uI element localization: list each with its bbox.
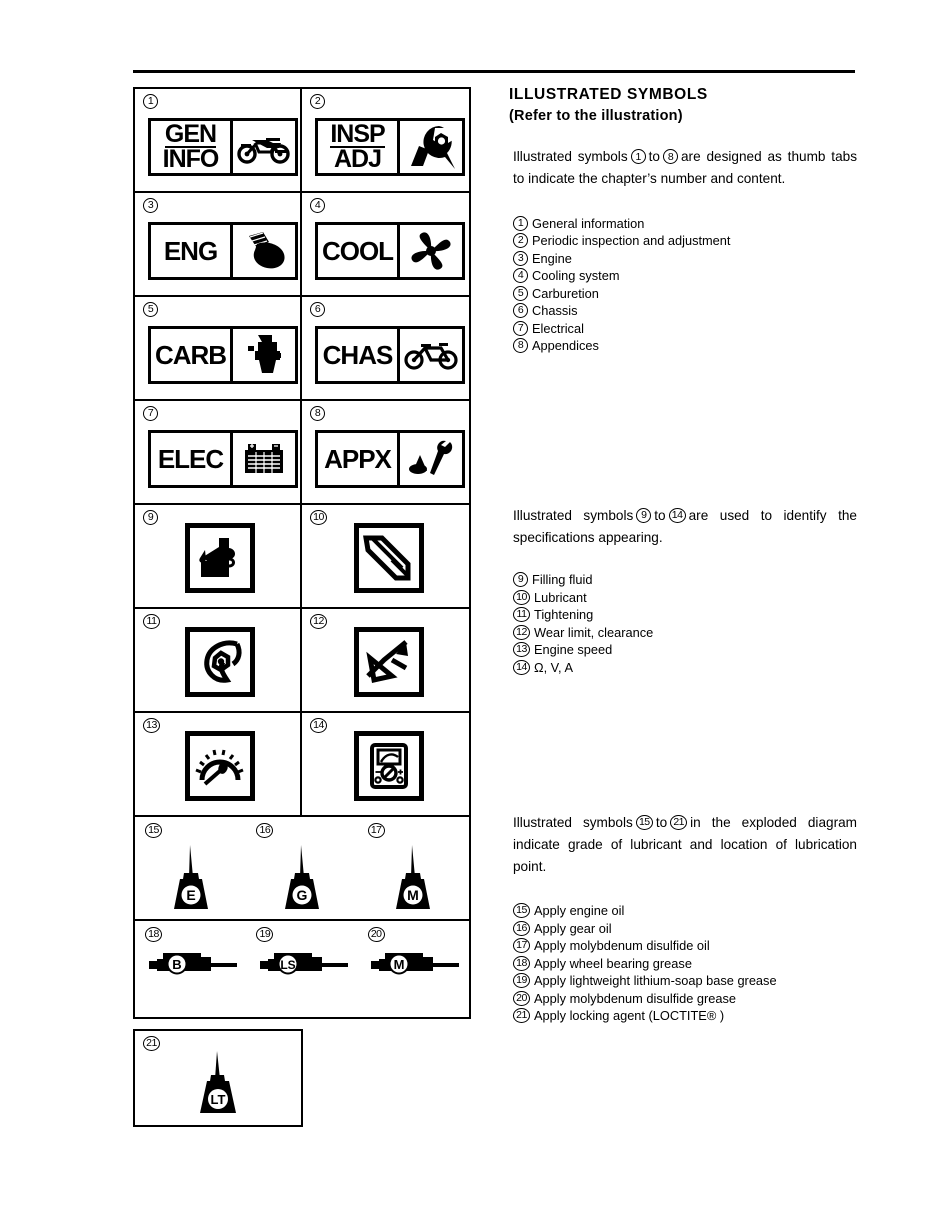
symbol-cell-9 (135, 505, 302, 607)
tab-label-line1: ENG (163, 235, 218, 266)
symbol-cell-3 (135, 193, 302, 295)
tab-label (151, 433, 233, 485)
list-number: 3 (513, 251, 528, 266)
cell-number: 8 (310, 406, 325, 421)
cell-number: 4 (310, 198, 325, 213)
list-number: 11 (513, 607, 530, 622)
thumb-tab-carb (148, 326, 298, 384)
thumb-tab-insp-adj (315, 118, 465, 176)
oil-bottle-icon (246, 843, 357, 913)
paragraph-3-text-b: in the exploded diagram indicate grade of lubricant and location of lubrication point. (513, 815, 857, 875)
list-item (513, 267, 857, 285)
bicycle-frame-icon (400, 329, 462, 381)
symbol-cell-4 (302, 193, 469, 295)
list-item (513, 902, 857, 920)
tab-label (318, 121, 400, 173)
list-number: 9 (513, 572, 528, 587)
tab-label (318, 329, 400, 381)
paragraph-1-text-b: are designed as thumb tabs to indicate the chapter’s number and content. (513, 149, 857, 187)
paragraph-2 (509, 505, 857, 549)
symbol-cell-12 (302, 609, 469, 711)
fan-icon (400, 225, 462, 277)
lubricant-section (509, 812, 857, 1025)
list-number: 7 (513, 321, 528, 336)
list-label: Appendices (532, 338, 599, 354)
symbol-cell-15 (135, 817, 246, 919)
grid-row (135, 401, 469, 505)
inline-number: 14 (669, 508, 686, 523)
cell-number: 12 (310, 614, 327, 629)
motorcycle-icon (233, 121, 295, 173)
list-number: 18 (513, 956, 530, 971)
list-item (513, 302, 857, 320)
list-item (513, 972, 857, 990)
lubricant-letter: E (185, 887, 196, 903)
symbol-cell-8 (302, 401, 469, 503)
list-label: Cooling system (532, 268, 620, 284)
tab-label (151, 225, 233, 277)
symbol-cell-10 (302, 505, 469, 607)
list-number: 17 (513, 938, 530, 953)
thumb-tab-elec (148, 430, 298, 488)
list-label: Carburetion (532, 285, 599, 301)
list-label: Lubricant (534, 589, 587, 605)
thumb-tab-gen-info (148, 118, 298, 176)
list-item (513, 337, 857, 355)
tab-label-line2: ADJ (333, 145, 381, 173)
tab-label (318, 225, 400, 277)
thumb-tab-cool (315, 222, 465, 280)
grease-gun-icon (246, 943, 357, 983)
list-label: Chassis (532, 303, 578, 319)
list-item (513, 937, 857, 955)
cell-number: 13 (143, 718, 160, 733)
list-label: Apply molybdenum disulfide oil (534, 938, 710, 954)
list-label: Wear limit, clearance (534, 624, 654, 640)
list-item (513, 215, 857, 233)
paragraph-3-text-mid: to (655, 815, 668, 830)
list-number: 16 (513, 921, 530, 936)
tab-label-line1: APPX (324, 443, 391, 474)
symbol-cell-17 (358, 817, 469, 919)
page-title: ILLUSTRATED SYMBOLS (509, 86, 708, 103)
lubricant-letter: G (296, 887, 308, 903)
inline-number: 8 (663, 149, 678, 164)
header-rule (133, 70, 855, 73)
spec-list (509, 571, 857, 676)
list-item (513, 232, 857, 250)
cell-number: 10 (310, 510, 327, 525)
tab-label-line1: CARB (154, 339, 227, 370)
symbol-cell-11 (135, 609, 302, 711)
lubricant-letter: M (393, 957, 405, 972)
symbol-cell-7 (135, 401, 302, 503)
multimeter-icon (354, 731, 424, 801)
symbol-cell-5 (135, 297, 302, 399)
symbol-cell-18 (135, 921, 246, 1017)
cell-number: 9 (143, 510, 158, 525)
symbol-cell-1 (135, 89, 302, 191)
list-item (513, 955, 857, 973)
list-number: 8 (513, 338, 528, 353)
list-item (513, 320, 857, 338)
list-item (513, 641, 857, 659)
list-label: Apply wheel bearing grease (534, 955, 692, 971)
oil-can-icon (185, 523, 255, 593)
cell-number: 15 (145, 823, 162, 838)
page-subtitle: (Refer to the illustration) (509, 108, 683, 125)
oil-bottle-icon (135, 843, 246, 913)
grid-row (135, 713, 469, 817)
list-label: General information (532, 215, 645, 231)
wrench-nut-icon (400, 121, 462, 173)
list-label: Filling fluid (532, 572, 593, 588)
list-number: 1 (513, 216, 528, 231)
grid-row (135, 505, 469, 609)
list-number: 20 (513, 991, 530, 1006)
symbol-cell-2 (302, 89, 469, 191)
list-number: 5 (513, 286, 528, 301)
grease-gun-icon (354, 523, 424, 593)
tab-label (151, 121, 233, 173)
symbol-cell-13 (135, 713, 302, 815)
list-item (513, 624, 857, 642)
list-label: Engine (532, 250, 572, 266)
list-label: Apply engine oil (534, 903, 625, 919)
list-number: 10 (513, 590, 530, 605)
inline-number: 15 (636, 815, 653, 830)
paragraph-2-text-a: Illustrated symbols (513, 508, 634, 523)
cell-number: 20 (368, 927, 385, 942)
cell-number: 1 (143, 94, 158, 109)
paragraph-1-text-a: Illustrated symbols (513, 149, 628, 165)
thumb-tab-chas (315, 326, 465, 384)
list-label: Apply lightweight lithium-soap base grease (534, 973, 777, 989)
inline-number: 21 (670, 815, 687, 830)
oil-bottle-icon (358, 843, 469, 913)
cell-number: 7 (143, 406, 158, 421)
lubricant-letter: LT (210, 1092, 226, 1107)
cell-number: 16 (256, 823, 273, 838)
list-label: Ω, V, A (534, 659, 573, 675)
list-number: 21 (513, 1008, 530, 1023)
list-number: 12 (513, 625, 530, 640)
list-item (513, 285, 857, 303)
grid-row (135, 193, 469, 297)
paragraph-2-text-mid: to (654, 508, 666, 523)
grid-row (135, 89, 469, 193)
tab-label-line1: CHAS (322, 339, 393, 370)
cell-number: 19 (256, 927, 273, 942)
grid-row (135, 297, 469, 401)
carburetor-icon (233, 329, 295, 381)
list-number: 4 (513, 268, 528, 283)
list-number: 13 (513, 642, 530, 657)
cell-number: 14 (310, 718, 327, 733)
list-number: 6 (513, 303, 528, 318)
tab-label-line2: INFO (162, 145, 219, 173)
paragraph-1 (509, 146, 857, 190)
tab-label (318, 433, 400, 485)
paragraph-2-text-b: are used to identify the specifications appearing. (513, 508, 857, 546)
thumb-tab-eng (148, 222, 298, 280)
inline-number: 9 (636, 508, 651, 523)
cell-number: 11 (143, 614, 160, 629)
tab-label-line1: GEN (164, 119, 217, 148)
list-label: Apply locking agent (LOCTITE® ) (534, 1008, 725, 1024)
grease-gun-icon (358, 943, 469, 983)
symbol-cell-19 (246, 921, 357, 1017)
symbol-cell-16 (246, 817, 357, 919)
caliper-icon (354, 627, 424, 697)
text-column (509, 84, 857, 355)
cell-number: 3 (143, 198, 158, 213)
inline-number: 1 (631, 149, 646, 164)
list-label: Engine speed (534, 642, 613, 658)
list-item (513, 1007, 857, 1025)
cell-number: 5 (143, 302, 158, 317)
list-number: 19 (513, 973, 530, 988)
list-label: Periodic inspection and adjustment (532, 233, 731, 249)
piston-icon (233, 225, 295, 277)
symbol-grid (133, 87, 471, 1019)
symbol-cell-20 (358, 921, 469, 1017)
cell-number: 21 (143, 1036, 160, 1051)
list-label: Apply molybdenum disulfide grease (534, 990, 737, 1006)
cell-number: 2 (310, 94, 325, 109)
list-number: 14 (513, 660, 530, 675)
list-item (513, 659, 857, 677)
list-item (513, 250, 857, 268)
tab-label-line1: ELEC (157, 443, 224, 474)
lubricant-list (509, 902, 857, 1025)
list-item (513, 571, 857, 589)
paragraph-3 (509, 812, 857, 878)
list-label: Apply gear oil (534, 920, 612, 936)
symbol-cell-21 (133, 1029, 303, 1127)
tab-label (151, 329, 233, 381)
battery-icon (233, 433, 295, 485)
cell-number: 6 (310, 302, 325, 317)
spec-section (509, 505, 857, 676)
list-number: 15 (513, 903, 530, 918)
grid-row (135, 609, 469, 713)
grease-gun-icon (135, 943, 246, 983)
chapter-list (509, 215, 857, 355)
list-label: Electrical (532, 320, 584, 336)
grid-row (135, 921, 469, 1017)
symbol-cell-14 (302, 713, 469, 815)
cell-number: 18 (145, 927, 162, 942)
list-label: Tightening (534, 607, 594, 623)
tab-label-line1: COOL (321, 235, 394, 266)
paragraph-1-text-mid: to (648, 149, 660, 165)
lubricant-letter: B (171, 957, 182, 972)
list-item (513, 589, 857, 607)
cell-number: 17 (368, 823, 385, 838)
thumb-tab-appx (315, 430, 465, 488)
symbol-cell-6 (302, 297, 469, 399)
oiler-wrench-icon (400, 433, 462, 485)
tab-label-line1: INSP (330, 119, 385, 148)
locking-agent-bottle-icon (135, 1049, 301, 1121)
lubricant-letter: LS (280, 958, 296, 972)
list-number: 2 (513, 233, 528, 248)
torque-wrench-icon (185, 627, 255, 697)
list-item (513, 606, 857, 624)
tachometer-icon (185, 731, 255, 801)
lubricant-letter: M (407, 887, 420, 903)
paragraph-3-text-a: Illustrated symbols (513, 815, 633, 830)
grid-row (135, 817, 469, 921)
list-item (513, 990, 857, 1008)
list-item (513, 920, 857, 938)
